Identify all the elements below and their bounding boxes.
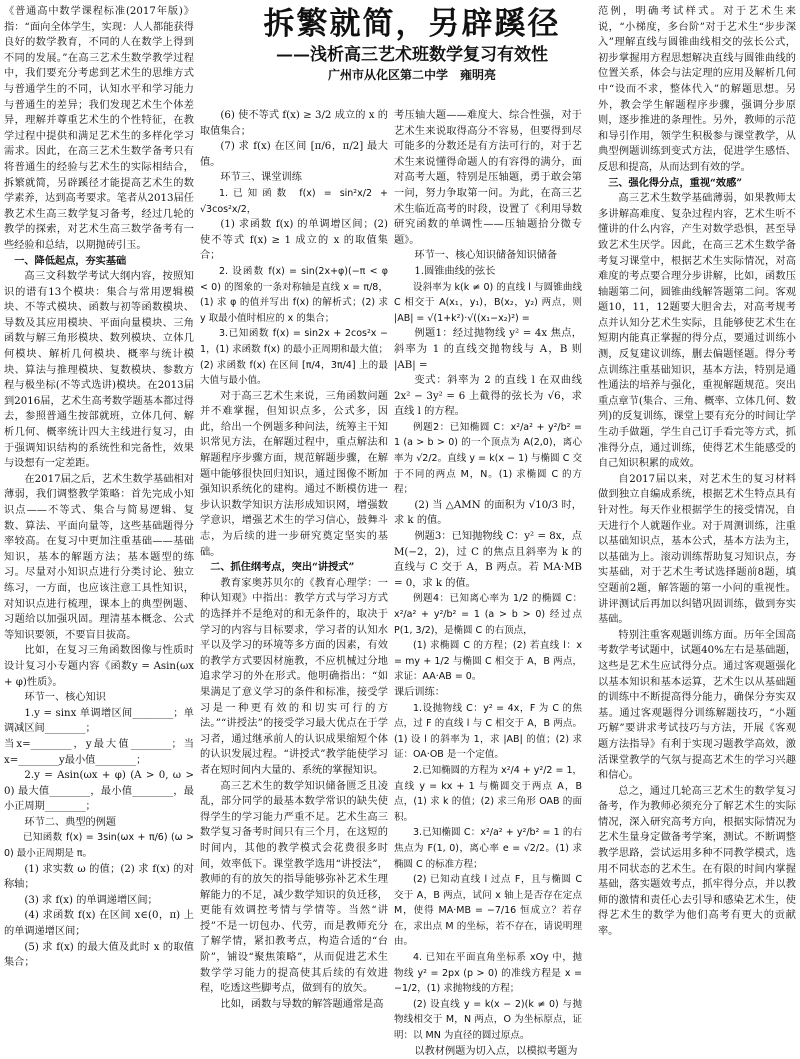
- paragraph: 考压轴大题——难度大、综合性强，对于艺术生来说取得高分不容易，但要得到尽可能多的分数还是有方法可行的，对于艺术生来说懂得命题人的有容得的满分，面对高考大题，特别是压轴题，勇于敢会第一问，努力争取第一问。为此，在高三艺术生临近高考的时段，设置了《利用导数研究函数的单调性——压轴题拾分微专题》。: [394, 110, 582, 246]
- paragraph: (1) 求实数 ω 的值；(2) 求 f(x) 的对称轴；: [4, 863, 194, 891]
- article-header: [240, 4, 584, 84]
- sub-heading: 环节三、课堂训练: [220, 172, 302, 184]
- column-2: [200, 108, 388, 1010]
- sub-heading: 环节一、核心知识: [24, 692, 106, 704]
- paragraph: 高三艺术生数学基础薄弱，如果教师太多讲解高难度、复杂过程内容，艺术生听不懂讲的什么内容，产生对数学恐惧，甚至导致艺术生厌学。因此，在高三艺术生数学备考复习课堂中，根据艺术生实际情况，对高难度的考点要合理分步讲解，比如，函数压轴题第二问，圆锥曲线解答题第二问。客观题10，11，12题要大胆舍去，对高考规考点并认知分艺术生实际，且能够使艺术生在短期内能真正掌握的得分点，要通过训练小测，反复建议训练，删去偏题怪题。得分考点训练注重基础知识，基本方法，特别是通性通法的培养与强化，重视解题规范。突出重点章节(集合、三角、概率、立体几何、数列)的反复训练，课堂上要有充分的时间让学生动手做题，学生自己订手看完等方式，抓准得分点，通过训练，使得艺术生能感受的自己知识积累的成效。: [598, 193, 796, 470]
- paragraph: 当x=________，y最大值________；当x=________y最小值________；: [4, 738, 194, 766]
- paragraph: 例题1：经过抛物线 y² = 4x 焦点，斜率为 1 的直线交抛物线与 A，B 则 |AB| =: [394, 328, 582, 371]
- paragraph: 2.已知椭圆的方程为 x²/4 + y²/2 = 1，直线 y = kx + 1 与椭圆交于两点 A，B 点，(1) 求 k 的值；(2) 求三角形 OAB 的面积。: [394, 764, 582, 823]
- paragraph: (5) 求 f(x) 的最大值及此时 x 的取值集合；: [4, 941, 194, 969]
- sub-heading: 课后训练：: [394, 686, 445, 698]
- paragraph: (2) 已知动直线 l 过点 F，且与椭圆 C 交于 A，B 两点，试问 x 轴上是否存在定点 M，使得 MA·MB = −7/16 恒成立？若存在，求出点 M 的坐标，若不存在，请说明理由。: [394, 874, 582, 948]
- paragraph: 4. 已知在平面直角坐标系 xOy 中，抛物线 y² = 2px (p > 0) 的准线方程是 x = −1/2，(1) 求抛物线的方程；: [394, 952, 582, 995]
- paragraph: 高三艺术生的数学知识储备匮乏且凌乱，部分同学的最基本数学常识的缺失使得学生的学习能力严重不足。艺术生高三数学复习备考时间只有三个月，在这短的时间内，其他的教学模式会花费很多时间，效率低下。课堂教学选用“讲授法”，教师的有的放矢的指导能够弥补艺术生理解能力的不足，减少数学知识的负迁移，更能有效调控考情与学情等。当然“讲授”不是一切包办、代劳，而是教师充分了解学情，紧扣教考点，构造合适的“台阶”，铺设“聚焦策略”，从而促进艺术生数学学习能力的提高使其后续的有效进程，吃透这些脚考点，做到有的放矢。: [200, 780, 388, 995]
- paragraph: 例题2：已知椭圆 C：x²/a² + y²/b² = 1 (a > b > 0) 的一个顶点为 A(2,0)，离心率为 √2/2。直线 y = k(x − 1) 与椭圆 C 交于不同的两点 M，N。(1) 求椭圆 C 的方程；: [394, 421, 582, 496]
- article-subtitle: ——浅析高三艺术班数学复习有效性: [276, 45, 548, 65]
- paragraph: (3) 求 f(x) 的单调递增区间；: [24, 894, 158, 906]
- section-heading: 一、降低起点，夯实基础: [14, 254, 127, 267]
- paragraph: (6) 使不等式 f(x) ≥ 3/2 成立的 x 的取值集合；: [200, 110, 388, 137]
- paragraph: 比如，函数与导数的解答题通常是高: [220, 998, 384, 1010]
- paragraph: 范例，明确考试样式。对于艺术生来说，“小梯度，多台阶”对于艺术生“步步深入”理解直线与圆锥曲线相交的弦长公式，初步掌握用方程思想解决直线与圆锥曲线的位置关系，体会与法定理的应用及解析几何中“设而不求，整体代入”的解题思想。另外，教会学生解题程序步骤，强调分步原则，逐步推进的条理性。另外，教师的示范和导引作用，领学生积极参与课堂教学，从典型例题训练到变式方法，促进学生感悟、反思和提高，从而达到有效的学。: [598, 6, 796, 173]
- paragraph: (1) 求椭圆 C 的方程；(2) 若直线 l：x = my + 1/2 与椭圆 C 相交于 A，B 两点，求证：AA·AB = 0。: [394, 640, 582, 683]
- paragraph: 以教材例题为切入点，以模拟考题为: [414, 1045, 578, 1057]
- paragraph: 比如，在复习三角函数图像与性质时设计复习小专题内容《函数y = Asin(ωx + φ)性质》。: [4, 645, 194, 688]
- paragraph: 例题3：已知抛物线 C：y² = 8x，点 M(−2，2)，过 C 的焦点且斜率为 k 的直线与 C 交于 A，B 两点。若 MA·MB = 0，求 k 的值。: [394, 531, 582, 589]
- paragraph: (1) 求函数 f(x) 的单调增区间；(2) 使不等式 f(x) ≥ 1 成立的 x 的取值集合；: [200, 219, 388, 262]
- paragraph: 变式：斜率为 2 的直线 l 在双曲线 2x² − 3y² = 6 上截得的弦长为 √6，求直线 l 的方程。: [394, 375, 582, 418]
- column-4: [598, 4, 796, 938]
- section-heading: 二、抓住纲考点，突出“讲授式”: [210, 561, 355, 574]
- paragraph: 1.y = sinx 单调增区间________；单调减区间________；: [4, 707, 194, 735]
- paragraph: 《普通高中数学课程标准(2017年版)》指：“面向全体学生，实现：人人都能获得良好的数学教育，不同的人在数学上得到不同的发展。”在高三艺术生数学教学过程中，我们要充分考虑到艺术生的思维方式与普通学生的不同，认知水平和学习能力与普通生的差异；我们发现艺术生个体差异，理解并尊重艺术生的个性特征，在教学过程中提供和满足艺术生的多样化学习需求。因此，在高三艺术生数学备考只有将普通生的经验与艺术生的实际相结合，拆繁就简，另辟蹊径才能提高艺术生的数学素养，达到高考要求。笔者从2013届任教艺术生高三数学复习备考，经过几轮的教学的探索，对艺术生高三数学备考有一些经验和总结，以期抛砖引玉。: [4, 6, 194, 251]
- paragraph: 特别注重客观题训练方面。历年全国高考数学考试题中，试题40%左右是基础题，这些是艺术生应试得分点。通过客观题强化以基本知识和基本运算，艺术生以从基础题的训练中不断提高得分能力，确保分夯实双基。通过客观题得分训练解题技巧，“小题巧解”要讲求考试技巧与方法，开展《客观题方法指导》有利于实现习题教学高效，激活课堂教学的气氛与提高艺术生的学习兴趣和信心。: [598, 629, 796, 782]
- paragraph: 2.y = Asin(ωx + φ) (A > 0, ω > 0) 最大值________，最小值________，最小正周期________；: [4, 770, 194, 813]
- paragraph: 3.已知椭圆 C：x²/a² + y²/b² = 1 的右焦点为 F(1, 0)，离心率 e = √2/2。(1) 求椭圆 C 的标准方程；: [394, 827, 582, 870]
- paragraph: 1.已知函数 f(x) = sin²x/2 + √3cos²x/2，: [200, 187, 388, 215]
- column-3: [394, 108, 582, 1057]
- paragraph: 设斜率为 k(k ≠ 0) 的直线 l 与圆锥曲线 C 相交于 A(x₁，y₁)，B(x₂，y₂) 两点，则 |AB| = √(1+k²)·√((x₁−x₂)²) =: [394, 281, 582, 324]
- paragraph: 已知函数 f(x) = 3sin(ωx + π/6) (ω > 0) 最小正周期是 π。: [4, 832, 194, 860]
- paragraph: 总之，通过几轮高三艺术生的数学复习备考，作为教师必须充分了解艺术生的实际情况，深入研究高考方向，根据实际情况为艺术生量身定做备考学案，测试。不断调整教学思路，尝试运用多种不同教学模式，选用不同状态的艺术生。在有限的时间内掌握基础，落实题效考点，抓牢得分点，并以教师的激情和责任心去引导和感染艺术生，使得艺术生的数学为他们高考有更大的贡献率。: [598, 785, 796, 938]
- paragraph: (7) 求 f(x) 在区间 [π/6，π/2] 最大值。: [200, 141, 388, 168]
- paragraph: 3.已知函数 f(x) = sin2x + 2cos²x − 1，(1) 求函数 f(x) 的最小正周期和最大值；(2) 求函数 f(x) 在区间 [π/4，3π/4] 上的最大值与最小值。: [200, 328, 388, 387]
- sub-heading: 环节一、核心知识储备知识储备: [414, 250, 558, 262]
- paragraph: 自2017届以来，对艺术生的复习材料做到独立自编成系统，根据艺术生特点具有针对性。每天作业根据学生的接受情况，自天进行个人就题作业。对于周测训练，注重以基础知识点，基本公式，基本方法为主，以基础为上。滚动训练帮助复习知识点，夯实基础，对于艺术生考试选择题前8题，填空题前2题，解答题的第一小问的重视性。讲评测试后再加以纠错巩固训练，做到夯实基础。: [598, 473, 796, 626]
- article-title: 拆繁就简，另辟蹊径: [263, 6, 561, 42]
- paragraph: 教育家奥苏贝尔的《教育心理学：一种认知观》中指出：教学方式与学习方式的选择并不是绝对的和无条件的，取决于学习的内容与目标要求，学习者的认知水平以及学习的环境等多方面的因素，有效的教学方式要因材施教，不应机械过分地追求学习的外在形式。他明确指出：“如果满足了意义学习的条件和标准，接受学习是一种更有效的和切实可行的方法。”“讲授法”的接受学习最大优点在于学习者，通过继承前人的认识成果缩短个体的认识发展过程。“讲授式”教学能使学习者在短时间内大量的、系统的掌握知识。: [200, 577, 388, 776]
- paragraph: 1.圆锥曲线的弦长: [414, 265, 496, 277]
- section-heading: 三、强化得分点，重视“效感”: [608, 176, 743, 189]
- paragraph: 2. 设函数 f(x) = sin(2x+φ)(−π < φ < 0) 的图象的一条对称轴是直线 x = π/8，(1) 求 φ 的值并写出 f(x) 的解析式；(2) 求 y 取最小值时相应的 x 的集合；: [200, 265, 388, 324]
- paragraph: (2) 设直线 y = k(x − 2)(k ≠ 0) 与抛物线相交于 M，N 两点，O 为坐标原点，证明：以 MN 为直径的圆过原点。: [394, 998, 582, 1042]
- sub-heading: 环节二、典型的例题: [24, 816, 117, 828]
- paragraph: (2) 当 △AMN 的面积为 √10/3 时，求 k 的值。: [394, 499, 582, 527]
- paragraph: (4) 求函数 f(x) 在区间 x∈(0，π) 上的单调递增区间；: [4, 910, 194, 938]
- article-author: 广州市从化区第二中学 雍明亮: [327, 68, 496, 82]
- paragraph: 高三文科数学考试大纲内容，按照知识的谱有13个模块：集合与常用逻辑模块、不等式模块、函数与初等函数模块、导数及其应用模块、平面向量模块、三角函数与解三角形模块、数列模块、立体几何模块、解析几何模块、概率与统计模块、算法与推理模块、复数模块、参数方程与极坐标(不等式选讲)模块。在2013届到2016届，艺术生高考数学题基本都过得去，参照普通生按部就班，立体几何、解析几何、概率统计四大主线进行复习，由于强调知识结构的系统性和完备性，效果与设想有一定差距。: [4, 271, 194, 470]
- column-1: [4, 4, 194, 969]
- paragraph: 1.设抛物线 C：y² = 4x，F 为 C 的焦点，过 F 的直线 l 与 C 相交于 A，B 两点。(1) 设 l 的斜率为 1，求 |AB| 的值；(2) 求证：OA·OB 是一个定值。: [394, 702, 582, 761]
- paragraph: 例题4：已知离心率为 1/2 的椭圆 C：x²/a² + y²/b² = 1 (a > b > 0) 经过点 P(1, 3/2)，是椭圆 C 的右顶点，: [394, 593, 582, 636]
- paragraph: 对于高三艺术生来说，三角函数问题并不难掌握，但知识点多，公式多，因此，给出一个例题多种问法，统筹主干知识常见方法，在解题过程中，重点解法和解题程序步骤方面，规范解题步骤，在解题中能够很快回归知识，通过图像不断加强知识系统化的建构。通过不断模仿进一步认识数学知识方法形成知识网，增强数学意识，增强艺术生的学习信心，鼓舞斗志，为后续的进一步研究奠定坚实的基础。: [200, 390, 388, 558]
- paragraph: 在2017届之后，艺术生数学基础相对薄弱，我们调整教学策略：首先完成小知识点——不等式、集合与简易逻辑、复数、算法、平面向量等，这些基础题得分率较高。在复习中更加注重基础——基础知识，基本的解题方法；基本题型的练习。尽量对小知识点进行分类讨论、独立练习，一方面，也应该注意工具性知识，对知识点进行梳理，课本上的典型例题、习题给以加强巩固。理清基本概念、公式等知识要领，不要盲目拔高。: [4, 473, 194, 641]
